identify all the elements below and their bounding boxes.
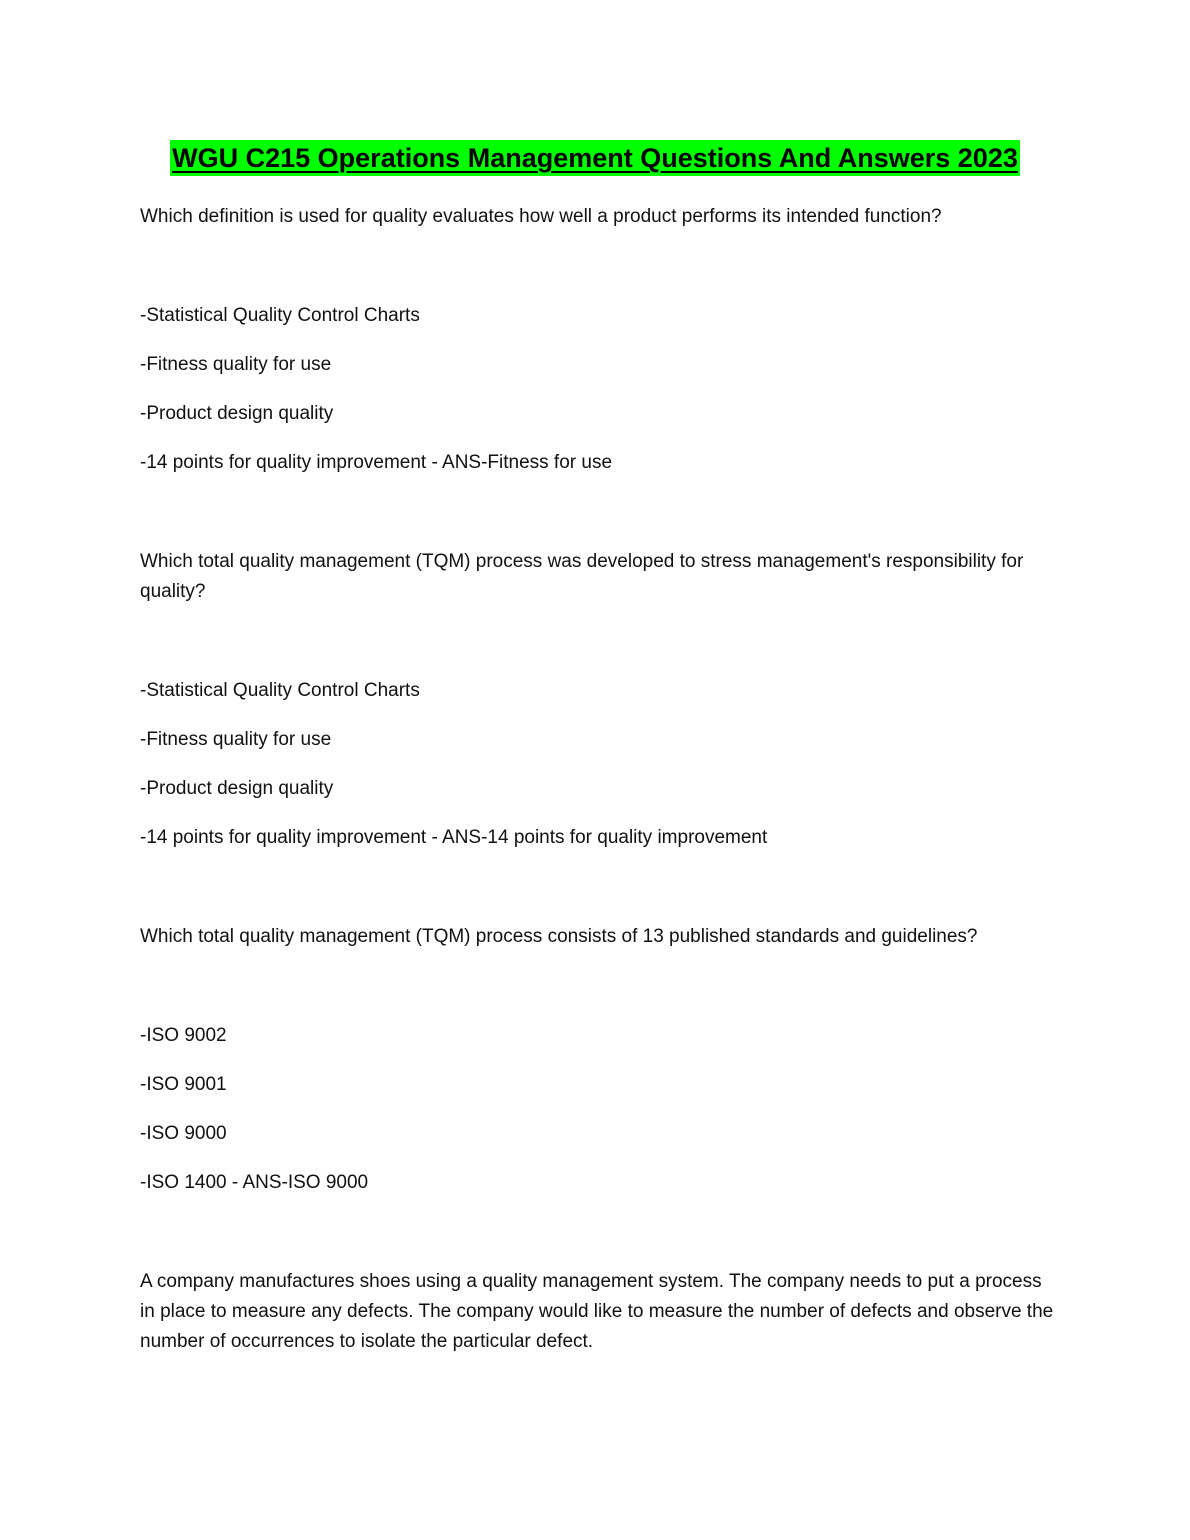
title-container: [0, 140, 1190, 176]
answer-option: -ISO 9000: [140, 1123, 227, 1144]
question-text: Which total quality management (TQM) process consists of 13 published standards and guidelines?: [140, 926, 978, 947]
question-block: [140, 202, 1055, 478]
answer-option: -ISO 9002: [140, 1025, 227, 1046]
question-block: [140, 547, 1055, 853]
document-body: [140, 202, 1055, 1426]
answer-option: -14 points for quality improvement - ANS-14 points for quality improvement: [140, 827, 768, 848]
answer-option: -Statistical Quality Control Charts: [140, 305, 420, 326]
question-block: [140, 1267, 1055, 1357]
question-block: [140, 922, 1055, 1198]
document-title: WGU C215 Operations Management Questions And Answers 2023: [170, 140, 1020, 176]
answer-option: -ISO 9001: [140, 1074, 227, 1095]
question-text: Which total quality management (TQM) process was developed to stress management's responsibility for quality?: [140, 551, 1024, 602]
answer-option: -Product design quality: [140, 403, 334, 424]
answer-option: -Fitness quality for use: [140, 729, 332, 750]
answer-option: -14 points for quality improvement - ANS-Fitness for use: [140, 452, 613, 473]
answer-option: -Statistical Quality Control Charts: [140, 680, 420, 701]
question-text: A company manufactures shoes using a quality management system. The company needs to put a process in place to measure any defects. The company would like to measure the number of defects and observe the number of occurrences to isolate the particular defect.: [140, 1271, 1054, 1352]
answer-option: -Product design quality: [140, 778, 334, 799]
question-text: Which definition is used for quality evaluates how well a product performs its intended function?: [140, 206, 942, 227]
answer-option: -Fitness quality for use: [140, 354, 332, 375]
answer-option: -ISO 1400 - ANS-ISO 9000: [140, 1172, 369, 1193]
